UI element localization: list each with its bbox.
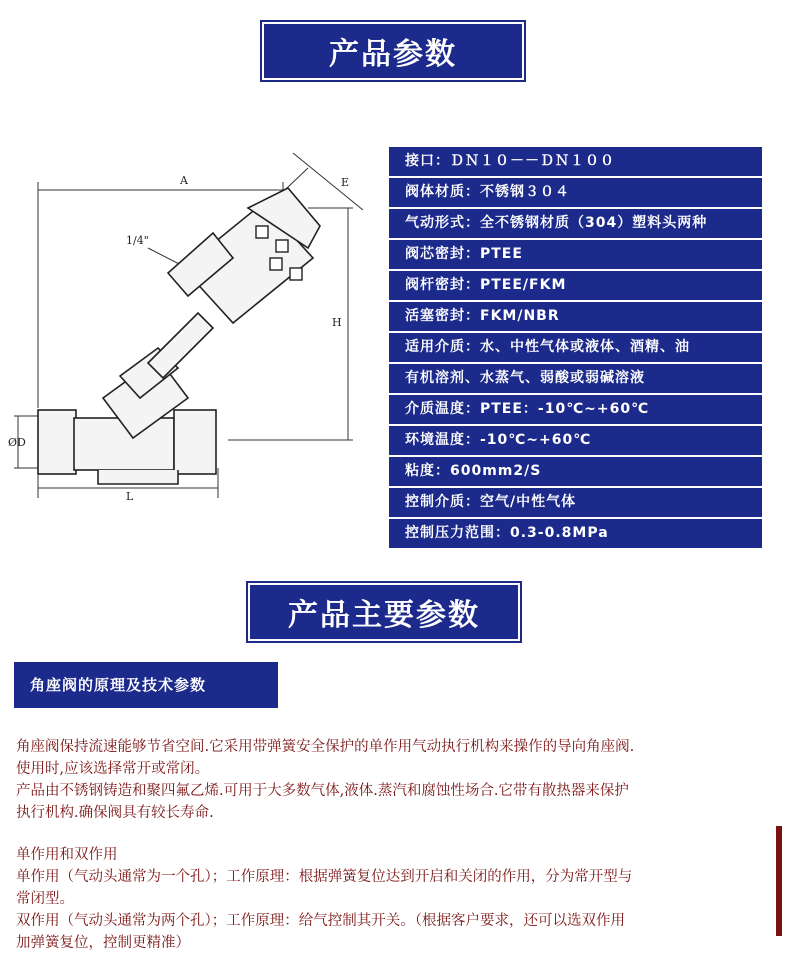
text-line: 双作用（气动头通常为两个孔）；工作原理：给气控制其开关。（根据客户要求，还可以选双作用 [16,913,625,929]
spec-row-actuator: 气动形式：全不锈钢材质（304）塑料头两种 [389,209,762,238]
spec-row-viscosity: 粘度：600mm2/S [389,457,762,486]
valve-drawing [8,148,378,513]
spec-row-stem-seal: 阀杆密封：PTEE/FKM [389,271,762,300]
dim-e-label: E [341,176,350,189]
text-line: 角座阀保持流速能够节省空间.它采用带弹簧安全保护的单作用气动执行机构来操作的导向角座阀. [16,739,635,755]
spec-row-media-temp: 介质温度：PTEE：-10℃~+60℃ [389,395,762,424]
dim-l-label: L [126,490,134,503]
spec-row-control-media: 控制介质：空气/中性气体 [389,488,762,517]
port-label: 1/4" [126,234,149,247]
text-line: 使用时,应该选择常开或常闭。 [16,761,210,777]
dim-h-label: H [332,316,342,329]
spec-row-ambient-temp: 环境温度：-10℃~+60℃ [389,426,762,455]
dim-d-label: ØD [8,436,26,449]
text-line: 加弹簧复位，控制更精准） [16,935,190,951]
spec-row-core-seal: 阀芯密封：PTEE [389,240,762,269]
spec-row-port: 接口：ＤＮ１０－－ＤＮ１００ [389,147,762,176]
text-line: 执行机构.确保阀具有较长寿命. [16,805,214,821]
side-mark [776,826,782,936]
dim-a-label: A [180,174,188,187]
text-line: 单作用和双作用 [16,847,118,863]
spec-row-control-pressure: 控制压力范围：0.3-0.8MPa [389,519,762,548]
page-title: 产品参数 [262,22,524,80]
intro-text [16,736,776,824]
spec-table [389,147,762,550]
spec-row-media-cont: 有机溶剂、水蒸气、弱酸或弱碱溶液 [389,364,762,393]
spec-row-body-material: 阀体材质：不锈钢３０４ [389,178,762,207]
section-title: 产品主要参数 [248,583,520,641]
text-line: 常闭型。 [16,891,74,907]
action-text [16,844,776,954]
text-line: 产品由不锈钢铸造和聚四氟乙烯.可用于大多数气体,液体.蒸汽和腐蚀性场合.它带有散热器来保护 [16,783,629,799]
spec-row-media: 适用介质：水、中性气体或液体、酒精、油 [389,333,762,362]
spec-row-piston-seal: 活塞密封：FKM/NBR [389,302,762,331]
subsection-title: 角座阀的原理及技术参数 [14,662,278,708]
text-line: 单作用（气动头通常为一个孔）；工作原理：根据弹簧复位达到开启和关闭的作用，分为常开型与 [16,869,633,885]
